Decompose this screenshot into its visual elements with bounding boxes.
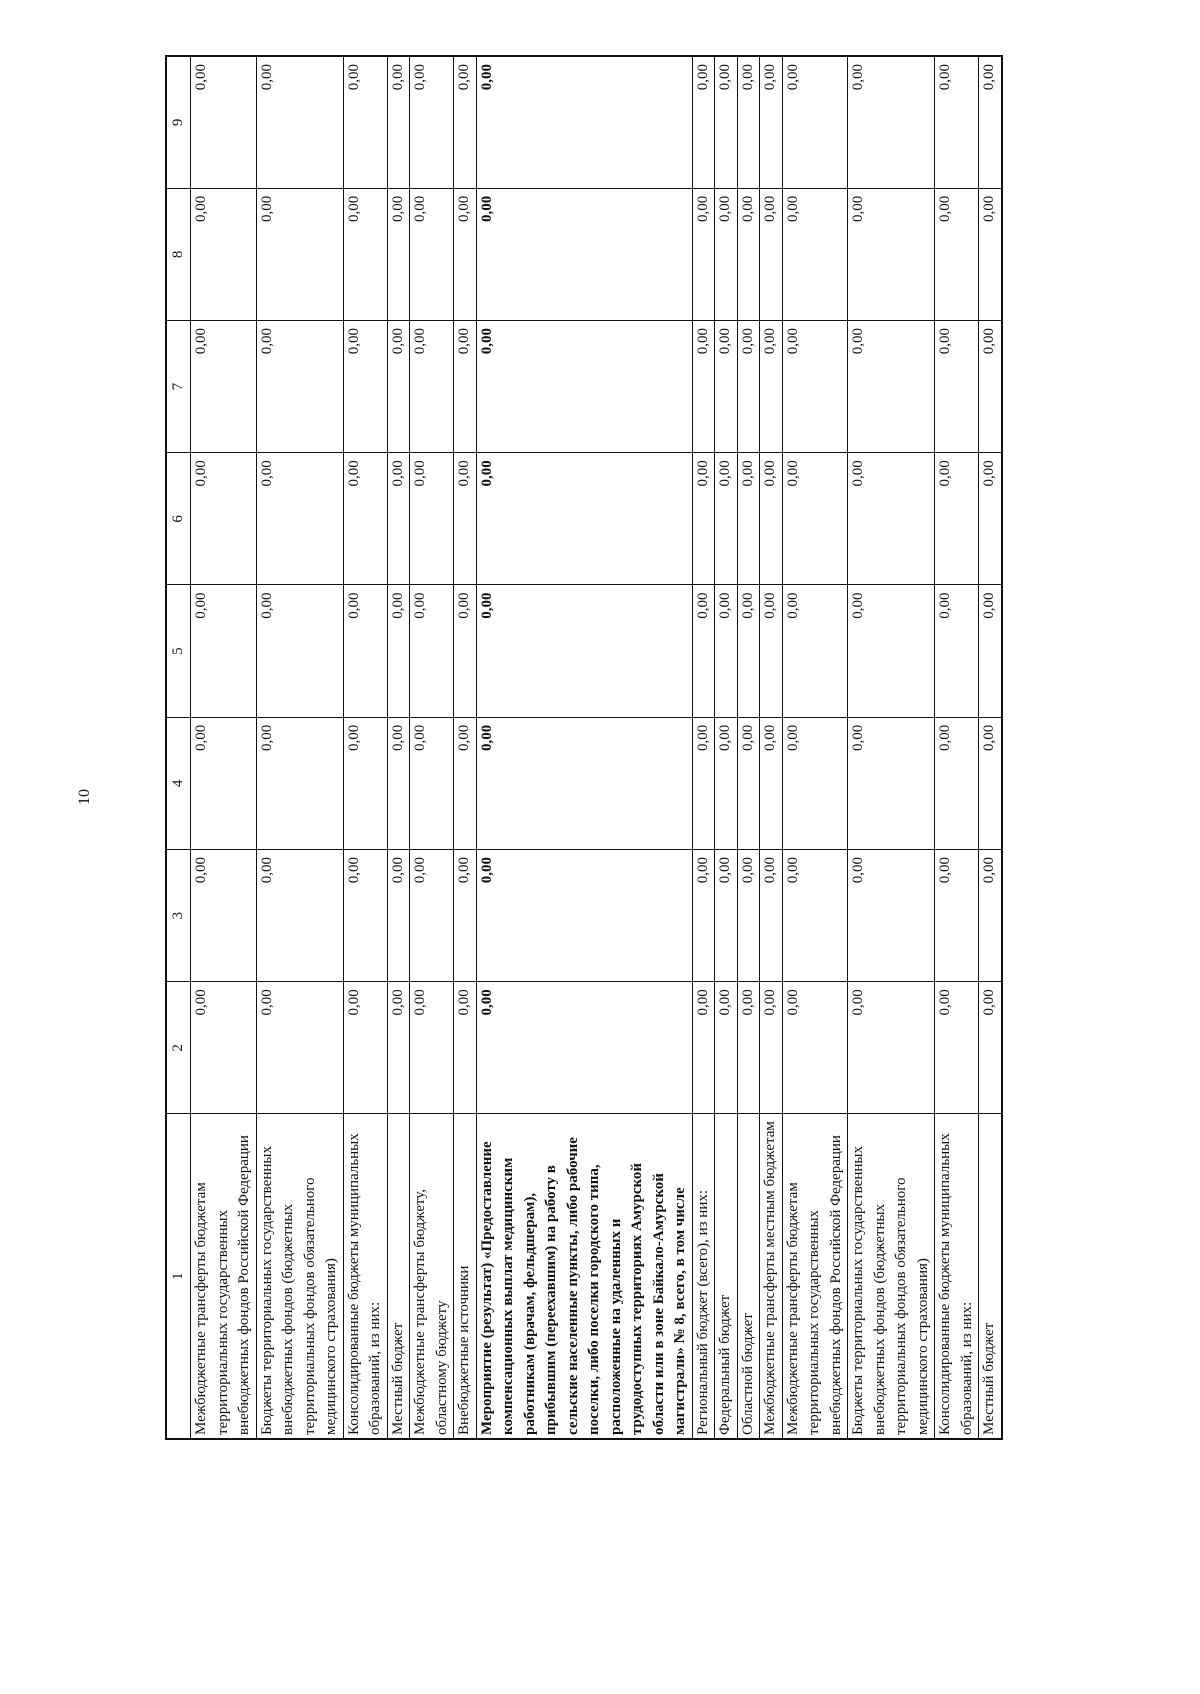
row-value: 0,00 (343, 453, 387, 585)
row-value: 0,00 (979, 982, 1002, 1114)
row-label: Межбюджетные трансферты местным бюджетам (760, 1114, 783, 1439)
table-row (387, 56, 410, 1439)
row-label: Местный бюджет (979, 1114, 1002, 1439)
table-body (191, 56, 1002, 1439)
row-value: 0,00 (191, 982, 257, 1114)
row-label: Межбюджетные трансферты бюджетам территориальных государственных внебюджетных фондов Российской Федерации (191, 1114, 257, 1439)
row-label: Межбюджетные трансферты бюджетам территориальных государственных внебюджетных фондов Российской Федерации (782, 1114, 848, 1439)
column-header-4: 4 (166, 717, 191, 849)
column-header-3: 3 (166, 850, 191, 982)
row-value: 0,00 (715, 585, 738, 717)
row-value: 0,00 (760, 850, 783, 982)
row-value: 0,00 (692, 453, 715, 585)
row-value: 0,00 (410, 188, 454, 320)
row-value: 0,00 (782, 321, 848, 453)
row-value: 0,00 (343, 585, 387, 717)
row-value: 0,00 (387, 850, 410, 982)
row-value: 0,00 (476, 585, 692, 717)
row-value: 0,00 (454, 321, 477, 453)
column-header-6: 6 (166, 453, 191, 585)
row-value: 0,00 (715, 982, 738, 1114)
row-value: 0,00 (410, 56, 454, 188)
row-value: 0,00 (191, 717, 257, 849)
row-value: 0,00 (410, 982, 454, 1114)
row-value: 0,00 (454, 717, 477, 849)
row-value: 0,00 (848, 717, 935, 849)
row-value: 0,00 (715, 321, 738, 453)
row-value: 0,00 (979, 585, 1002, 717)
row-value: 0,00 (782, 717, 848, 849)
column-header-5: 5 (166, 585, 191, 717)
row-value: 0,00 (454, 585, 477, 717)
column-header-1: 1 (166, 1114, 191, 1439)
row-label: Бюджеты территориальных государственных внебюджетных фондов (бюджетных территориальных фондов обязательного медицинского страхования) (256, 1114, 343, 1439)
row-value: 0,00 (782, 56, 848, 188)
row-value: 0,00 (715, 188, 738, 320)
row-value: 0,00 (191, 453, 257, 585)
row-value: 0,00 (692, 56, 715, 188)
row-value: 0,00 (760, 321, 783, 453)
table-row (848, 56, 935, 1439)
row-value: 0,00 (256, 56, 343, 188)
row-value: 0,00 (848, 453, 935, 585)
row-value: 0,00 (256, 982, 343, 1114)
row-value: 0,00 (760, 717, 783, 849)
row-value: 0,00 (935, 56, 979, 188)
row-value: 0,00 (979, 56, 1002, 188)
row-value: 0,00 (760, 585, 783, 717)
column-header-8: 8 (166, 188, 191, 320)
row-label: Мероприятие (результат) «Предоставление компенсационных выплат медицинским работникам (врачам, фельдшерам), прибывшим (переехавшим) на работу в сельские населенные пункты, либо рабочие поселки, либо поселки городского типа, расположенные на удаленных и трудодоступных территориях Амурской области или в зоне Байкало-Амурской магистрали» № 8, всего, в том числе (476, 1114, 692, 1439)
row-value: 0,00 (454, 453, 477, 585)
row-label: Местный бюджет (387, 1114, 410, 1439)
row-value: 0,00 (760, 453, 783, 585)
row-value: 0,00 (410, 321, 454, 453)
row-value: 0,00 (737, 321, 760, 453)
row-value: 0,00 (715, 56, 738, 188)
row-value: 0,00 (476, 321, 692, 453)
row-value: 0,00 (476, 188, 692, 320)
row-value: 0,00 (343, 56, 387, 188)
column-header-9: 9 (166, 56, 191, 188)
row-value: 0,00 (737, 453, 760, 585)
row-value: 0,00 (715, 850, 738, 982)
row-value: 0,00 (410, 850, 454, 982)
row-value: 0,00 (782, 453, 848, 585)
row-value: 0,00 (476, 982, 692, 1114)
row-value: 0,00 (760, 188, 783, 320)
row-value: 0,00 (191, 188, 257, 320)
row-value: 0,00 (343, 717, 387, 849)
row-value: 0,00 (476, 717, 692, 849)
row-value: 0,00 (454, 982, 477, 1114)
column-header-7: 7 (166, 321, 191, 453)
row-value: 0,00 (737, 585, 760, 717)
row-value: 0,00 (737, 850, 760, 982)
row-value: 0,00 (692, 321, 715, 453)
row-value: 0,00 (387, 982, 410, 1114)
row-value: 0,00 (692, 850, 715, 982)
table-row (454, 56, 477, 1439)
row-value: 0,00 (387, 321, 410, 453)
row-value: 0,00 (935, 321, 979, 453)
row-value: 0,00 (256, 850, 343, 982)
row-value: 0,00 (935, 850, 979, 982)
row-value: 0,00 (454, 56, 477, 188)
table-row (737, 56, 760, 1439)
row-value: 0,00 (848, 188, 935, 320)
page-number: 10 (76, 789, 93, 805)
row-value: 0,00 (256, 585, 343, 717)
row-value: 0,00 (454, 188, 477, 320)
table-row (979, 56, 1002, 1439)
row-value: 0,00 (476, 850, 692, 982)
row-value: 0,00 (387, 56, 410, 188)
row-value: 0,00 (715, 453, 738, 585)
row-value: 0,00 (737, 717, 760, 849)
row-value: 0,00 (191, 56, 257, 188)
row-value: 0,00 (343, 982, 387, 1114)
table-row (935, 56, 979, 1439)
row-value: 0,00 (343, 321, 387, 453)
header-row (166, 56, 191, 1439)
row-value: 0,00 (343, 188, 387, 320)
row-value: 0,00 (410, 585, 454, 717)
row-value: 0,00 (454, 850, 477, 982)
row-value: 0,00 (410, 717, 454, 849)
row-value: 0,00 (935, 453, 979, 585)
row-label: Федеральный бюджет (715, 1114, 738, 1439)
table-header (166, 56, 191, 1439)
row-value: 0,00 (476, 56, 692, 188)
row-value: 0,00 (979, 453, 1002, 585)
row-value: 0,00 (343, 850, 387, 982)
row-value: 0,00 (387, 453, 410, 585)
table-row (476, 56, 692, 1439)
row-value: 0,00 (979, 188, 1002, 320)
row-value: 0,00 (935, 982, 979, 1114)
row-value: 0,00 (848, 56, 935, 188)
row-value: 0,00 (979, 850, 1002, 982)
row-value: 0,00 (935, 188, 979, 320)
row-value: 0,00 (256, 717, 343, 849)
row-label: Консолидированные бюджеты муниципальных образований, из них: (343, 1114, 387, 1439)
row-value: 0,00 (387, 188, 410, 320)
row-value: 0,00 (935, 717, 979, 849)
row-value: 0,00 (848, 850, 935, 982)
row-label: Региональный бюджет (всего), из них: (692, 1114, 715, 1439)
row-value: 0,00 (256, 188, 343, 320)
table-row (410, 56, 454, 1439)
row-value: 0,00 (476, 453, 692, 585)
row-value: 0,00 (715, 717, 738, 849)
table-row (782, 56, 848, 1439)
table-row (256, 56, 343, 1439)
row-value: 0,00 (692, 188, 715, 320)
row-value: 0,00 (935, 585, 979, 717)
table-row (760, 56, 783, 1439)
row-value: 0,00 (848, 982, 935, 1114)
row-value: 0,00 (760, 982, 783, 1114)
row-value: 0,00 (782, 585, 848, 717)
row-value: 0,00 (737, 56, 760, 188)
budget-table (165, 55, 1003, 1440)
table-row (343, 56, 387, 1439)
row-value: 0,00 (692, 982, 715, 1114)
row-value: 0,00 (191, 850, 257, 982)
row-value: 0,00 (782, 188, 848, 320)
row-value: 0,00 (191, 585, 257, 717)
table-row (191, 56, 257, 1439)
row-value: 0,00 (760, 56, 783, 188)
row-value: 0,00 (782, 850, 848, 982)
row-value: 0,00 (256, 453, 343, 585)
row-value: 0,00 (256, 321, 343, 453)
table-row (715, 56, 738, 1439)
row-label: Бюджеты территориальных государственных внебюджетных фондов (бюджетных территориальных фондов обязательного медицинского страхования) (848, 1114, 935, 1439)
table-row (692, 56, 715, 1439)
row-value: 0,00 (737, 188, 760, 320)
column-header-2: 2 (166, 982, 191, 1114)
row-value: 0,00 (191, 321, 257, 453)
row-label: Внебюджетные источники (454, 1114, 477, 1439)
row-value: 0,00 (692, 717, 715, 849)
row-value: 0,00 (848, 585, 935, 717)
row-label: Межбюджетные трансферты бюджету, областному бюджету (410, 1114, 454, 1439)
row-value: 0,00 (387, 585, 410, 717)
row-value: 0,00 (782, 982, 848, 1114)
row-value: 0,00 (979, 321, 1002, 453)
row-value: 0,00 (410, 453, 454, 585)
row-value: 0,00 (737, 982, 760, 1114)
row-label: Областной бюджет (737, 1114, 760, 1439)
row-value: 0,00 (692, 585, 715, 717)
row-label: Консолидированные бюджеты муниципальных образований, из них: (935, 1114, 979, 1439)
row-value: 0,00 (387, 717, 410, 849)
row-value: 0,00 (848, 321, 935, 453)
row-value: 0,00 (979, 717, 1002, 849)
